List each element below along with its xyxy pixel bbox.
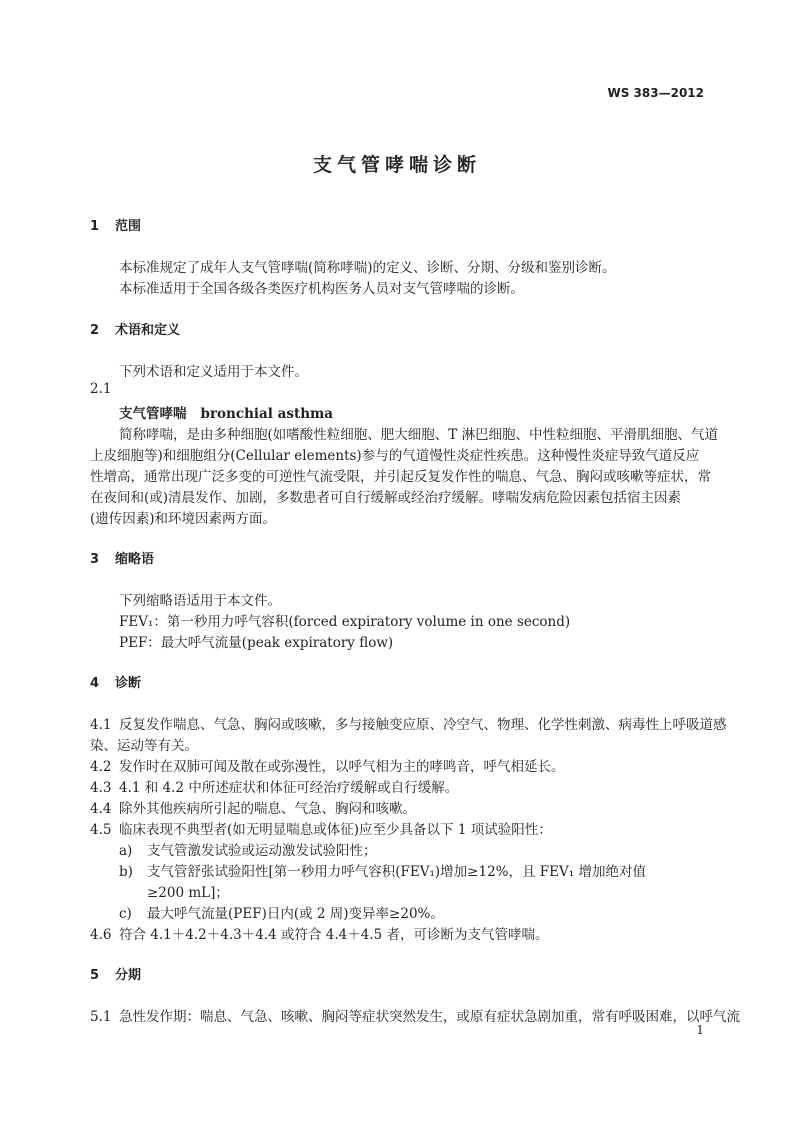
section-title: 缩略语 [115, 552, 155, 567]
sub-item-label: a) [119, 843, 133, 859]
paragraph: 本标准规定了成年人支气管哮喘(简称哮喘)的定义、诊断、分期、分级和鉴别诊断。 [119, 260, 616, 276]
clause-item [90, 755, 565, 775]
clause-item [90, 797, 416, 817]
clause-item [90, 1005, 740, 1025]
clause-item [90, 923, 548, 943]
section-number: 2 [90, 323, 100, 338]
clause-text: 发作时在双肺可闻及散在或弥漫性，以呼气相为主的哮鸣音，呼气相延长。 [119, 759, 565, 775]
section-heading-abbreviations [90, 548, 154, 567]
section-title: 术语和定义 [115, 323, 181, 338]
clause-text: 除外其他疾病所引起的喘息、气急、胸闷和咳嗽。 [119, 801, 416, 817]
clause-item [90, 713, 727, 733]
clause-number: 4.5 [90, 822, 112, 838]
sub-item-label: c) [119, 906, 132, 922]
clause-text: 急性发作期：喘息、气急、咳嗽、胸闷等症状突然发生，或原有症状急剧加重，常有呼吸困难，以呼气流 [119, 1009, 740, 1025]
clause-text: 4.1 和 4.2 中所述症状和体征可经治疗缓解或自行缓解。 [119, 780, 459, 796]
term-chinese: 支气管哮喘 [119, 406, 187, 422]
sub-item-label: b) [119, 864, 133, 880]
section-number: 3 [90, 552, 100, 567]
section-heading-terms [90, 319, 180, 338]
sub-item-text: 支气管激发试验或运动激发试验阳性； [147, 843, 377, 859]
term-english: bronchial asthma [200, 406, 334, 422]
paragraph: 下列缩略语适用于本文件。 [119, 593, 281, 609]
definition-line: 在夜间和(或)清晨发作、加剧，多数患者可自行缓解或经治疗缓解。哮喘发病危险因素包括宿主因素 [90, 490, 682, 506]
clause-continuation: 染、运动等有关。 [90, 738, 198, 754]
sub-item-text: 支气管舒张试验阳性[第一秒用力呼气容积(FEV₁)增加≥12%，且 FEV₁ 增加绝对值 [147, 864, 646, 880]
sub-item [119, 839, 377, 859]
clause-number: 5.1 [90, 1009, 112, 1025]
section-title: 诊断 [115, 676, 142, 691]
paragraph: 本标准适用于全国各级各类医疗机构医务人员对支气管哮喘的诊断。 [119, 281, 524, 297]
clause-item [90, 776, 458, 796]
section-number: 5 [90, 968, 100, 983]
clause-number: 4.1 [90, 717, 112, 733]
clause-item [90, 818, 552, 838]
clause-text: 反复发作喘息、气急、胸闷或咳嗽，多与接触变应原、冷空气、物理、化学性刺激、病毒性上呼吸道感 [119, 717, 727, 733]
page-title: 支气管哮喘诊断 [312, 154, 481, 176]
section-title: 分期 [115, 968, 142, 983]
abbreviation-line: PEF：最大呼气流量(peak expiratory flow) [119, 635, 394, 651]
clause-number: 4.6 [90, 927, 112, 943]
clause-number: 4.2 [90, 759, 112, 775]
definition-line: 上皮细胞等)和细胞组分(Cellular elements)参与的气道慢性炎症性疾患。这种慢性炎症导致气道反应 [90, 448, 700, 464]
definition-line: (遗传因素)和环境因素两方面。 [90, 511, 277, 527]
section-heading-diagnosis [90, 672, 141, 691]
sub-item [119, 860, 646, 880]
section-heading-scope [90, 215, 141, 234]
page-number: 1 [696, 1023, 704, 1037]
section-title: 范围 [115, 219, 142, 234]
clause-text: 临床表现不典型者(如无明显喘息或体征)应至少具备以下 1 项试验阳性： [119, 822, 552, 838]
clause-number: 4.3 [90, 780, 112, 796]
section-heading-staging [90, 964, 141, 983]
sub-item [119, 902, 444, 922]
abbreviation-line: FEV₁：第一秒用力呼气容积(forced expiratory volume in one second) [119, 614, 571, 630]
clause-number: 4.4 [90, 801, 112, 817]
clause-text: 符合 4.1＋4.2＋4.3＋4.4 或符合 4.4＋4.5 者，可诊断为支气管哮喘。 [119, 927, 549, 943]
definition-line: 简称哮喘，是由多种细胞(如嗜酸性粒细胞、肥大细胞、T 淋巴细胞、中性粒细胞、平滑肌细胞、气道 [119, 427, 719, 443]
clause-number: 2.1 [90, 381, 112, 397]
definition-line: 性增高，通常出现广泛多变的可逆性气流受限，并引起反复发作性的喘息、气急、胸闷或咳嗽等症状，常 [90, 469, 711, 485]
paragraph: 下列术语和定义适用于本文件。 [119, 364, 308, 380]
standard-code: WS 383—2012 [607, 86, 704, 100]
term-entry [119, 402, 333, 422]
section-number: 4 [90, 676, 100, 691]
sub-item-text: 最大呼气流量(PEF)日内(或 2 周)变异率≥20%。 [147, 906, 444, 922]
section-number: 1 [90, 219, 100, 234]
sub-item-continuation: ≥200 mL]； [147, 885, 229, 901]
